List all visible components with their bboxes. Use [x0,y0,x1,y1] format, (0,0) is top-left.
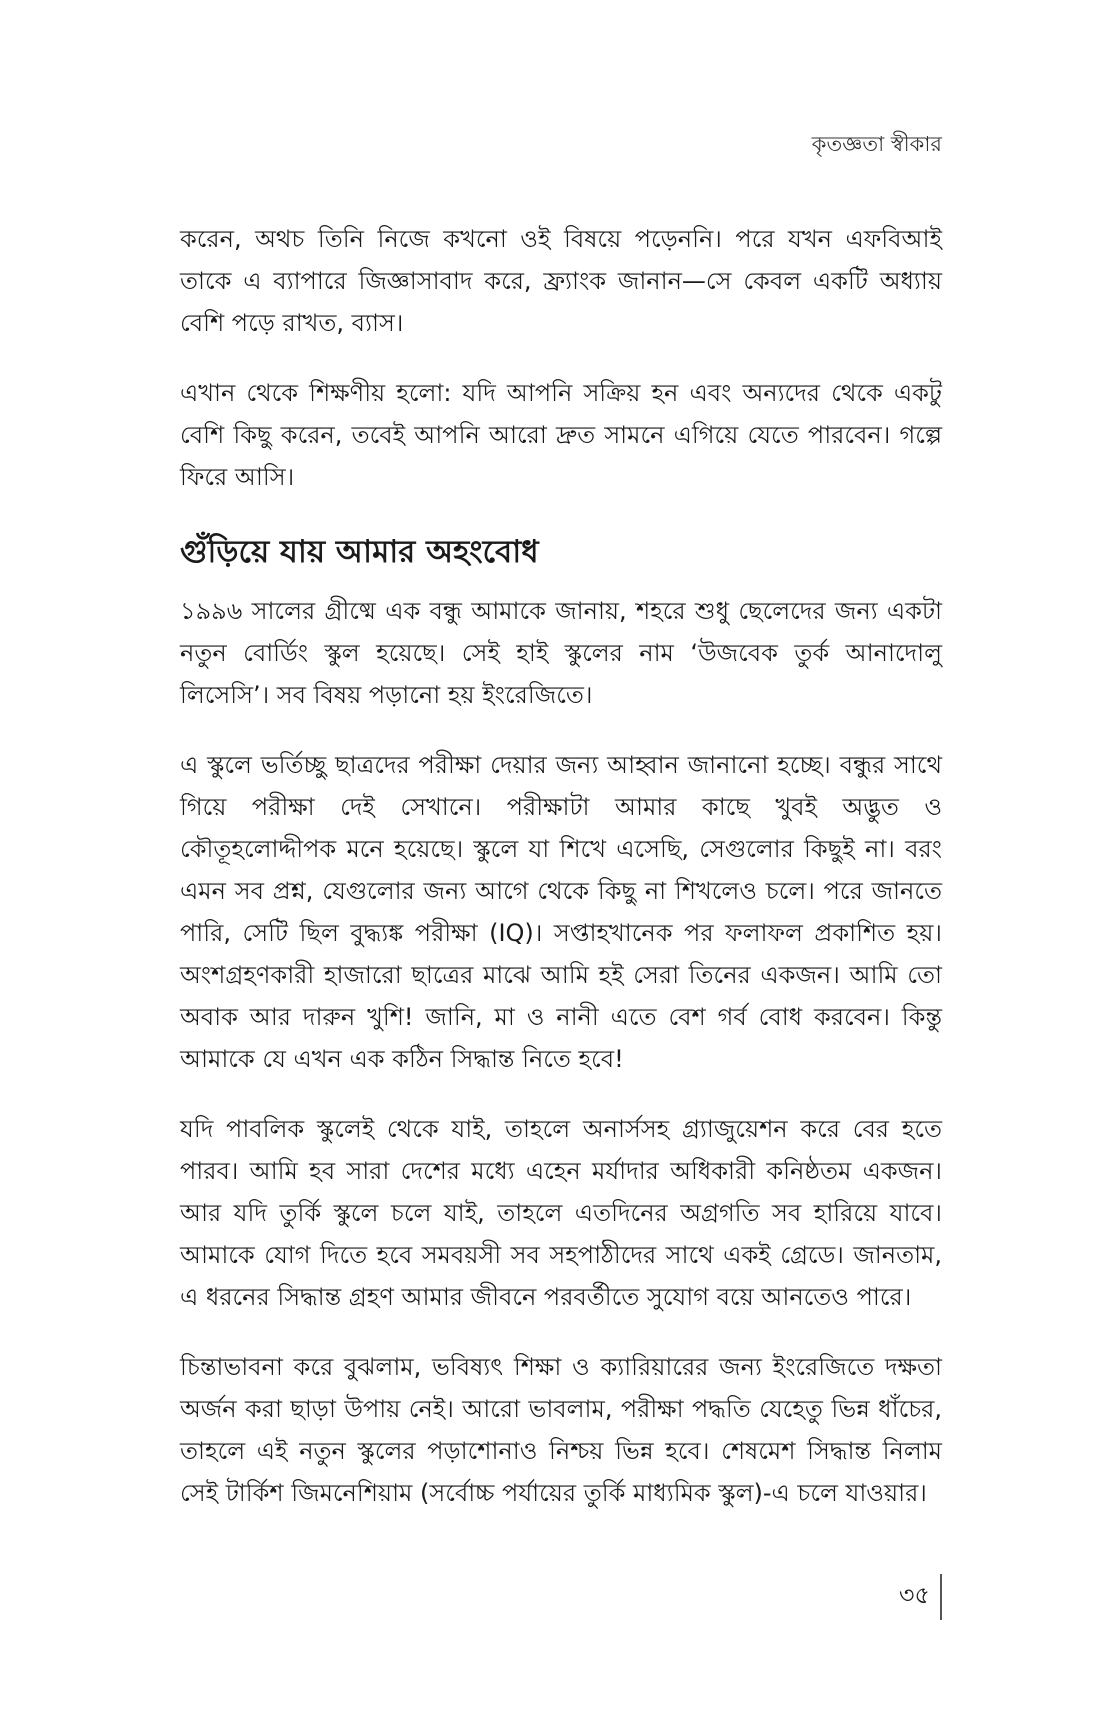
paragraph-2: এখান থেকে শিক্ষণীয় হলো: যদি আপনি সক্রিয় হন এবং অন্যদের থেকে একটু বেশি কিছু করেন, তবেই আপনি আরো দ্রুত সামনে এগিয়ে যেতে পারবেন। গল্পে ফিরে আসি। [180,379,942,491]
running-head: কৃতজ্ঞতা স্বীকার [811,132,942,156]
page-number: ৩৫ [898,1581,930,1609]
section-heading-wrap [180,530,942,574]
page-number-rule [940,1574,942,1620]
paragraph-6: চিন্তাভাবনা করে বুঝলাম, ভবিষ্যৎ শিক্ষা ও ক্যারিয়ারের জন্য ইংরেজিতে দক্ষতা অর্জন করা ছাড়া উপায় নেই। আরো ভাবলাম, পরীক্ষা পদ্ধতি যেহেতু ভিন্ন ধাঁচের, তাহলে এই নতুন স্কুলের পড়াশোনাও নিশ্চয় ভিন্ন হবে। শেষমেশ সিদ্ধান্ত নিলাম সেই টার্কিশ জিমনেশিয়াম (সর্বোচ্চ পর্যায়ের তুর্কি মাধ্যমিক স্কুল)-এ চলে যাওয়ার। [180,1353,942,1507]
paragraph-4: এ স্কুলে ভর্তিচ্ছু ছাত্রদের পরীক্ষা দেয়ার জন্য আহ্বান জানানো হচ্ছে। বন্ধুর সাথে গিয়ে পরীক্ষা দেই সেখানে। পরীক্ষাটা আমার কাছে খুবই অদ্ভুত ও কৌতূহলোদ্দীপক মনে হয়েছে। স্কুলে যা শিখে এসেছি, সেগুলোর কিছুই না। বরং এমন সব প্রশ্ন, যেগুলোর জন্য আগে থেকে কিছু না শিখলেও চলে। পরে জানতে পারি, সেটি ছিল বুদ্ধ্যঙ্ক পরীক্ষা (IQ)। সপ্তাহখানেক পর ফলাফল প্রকাশিত হয়। অংশগ্রহণকারী হাজারো ছাত্রের মাঝে আমি হই সেরা তিনের একজন। আমি তো অবাক আর দারুন খুশি! জানি, মা ও নানী এতে বেশ গর্ব বোধ করবেন। কিন্তু আমাকে যে এখন এক কঠিন সিদ্ধান্ত নিতে হবে! [180,751,942,1073]
paragraph-5: যদি পাবলিক স্কুলেই থেকে যাই, তাহলে অনার্সসহ গ্র্যাজুয়েশন করে বের হতে পারব। আমি হব সারা দেশের মধ্যে এহেন মর্যাদার অধিকারী কনিষ্ঠতম একজন। আর যদি তুর্কি স্কুলে চলে যাই, তাহলে এতদিনের অগ্রগতি সব হারিয়ে যাবে। আমাকে যোগ দিতে হবে সমবয়সী সব সহপাঠীদের সাথে একই গ্রেডে। জানতাম, এ ধরনের সিদ্ধান্ত গ্রহণ আমার জীবনে পরবর্তীতে সুযোগ বয়ে আনতেও পারে। [180,1115,942,1311]
paragraph-3: ১৯৯৬ সালের গ্রীষ্মে এক বন্ধু আমাকে জানায়, শহরে শুধু ছেলেদের জন্য একটা নতুন বোর্ডিং স্কুল হয়েছে। সেই হাই স্কুলের নাম ‘উজবেক তুর্ক আনাদোলু লিসেসি’। সব বিষয় পড়ানো হয় ইংরেজিতে। [180,597,942,709]
bottom-text-block [180,590,942,1542]
paragraph-1: করেন, অথচ তিনি নিজে কখনো ওই বিষয়ে পড়েননি। পরে যখন এফবিআই তাকে এ ব্যাপারে জিজ্ঞাসাবাদ করে, ফ্র্যাংক জানান—সে কেবল একটি অধ্যায় বেশি পড়ে রাখত, ব্যাস। [180,225,942,337]
section-heading: গুঁড়িয়ে যায় আমার অহংবোধ [180,534,539,570]
page-footer [899,1574,942,1620]
top-text-block [180,218,942,526]
